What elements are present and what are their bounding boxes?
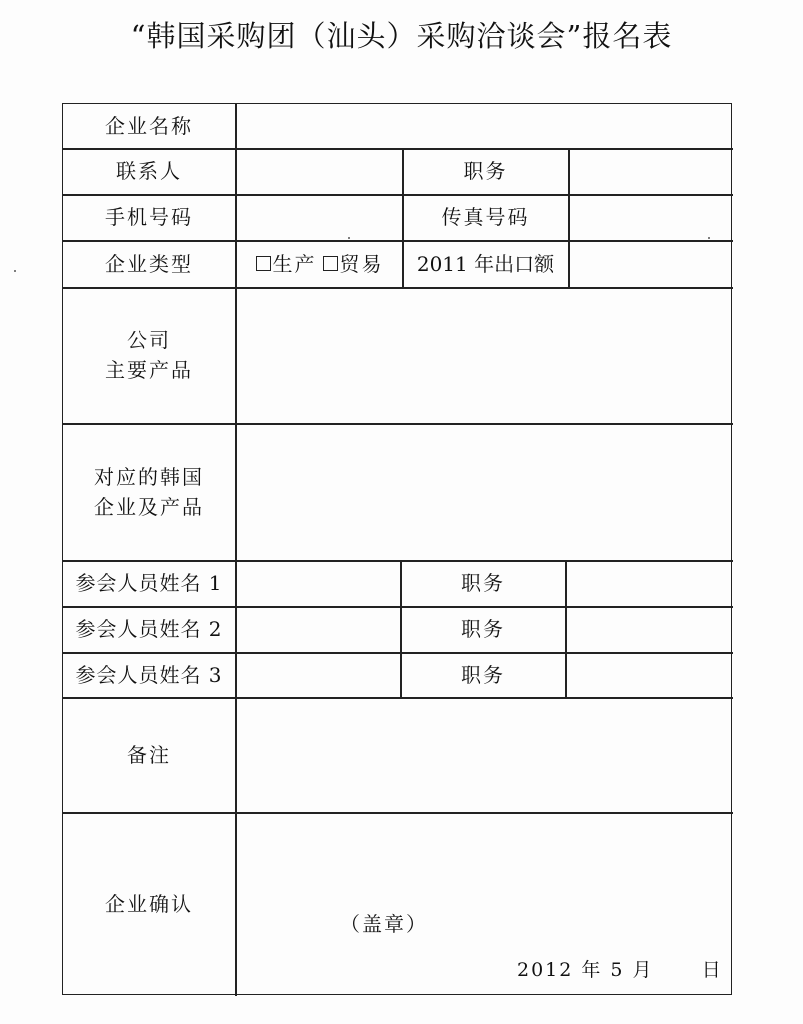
confirm-label: 企业确认: [105, 892, 193, 916]
type-trade-option[interactable]: [323, 249, 384, 279]
attendee-1-position-field[interactable]: [567, 560, 732, 606]
mobile-label: 手机号码: [105, 205, 193, 229]
main-products-label-line1: 公司: [127, 328, 171, 352]
contact-position-field[interactable]: [570, 148, 732, 194]
attendee-3-name-field[interactable]: [237, 652, 400, 697]
scan-speck: [708, 237, 710, 239]
company-name-label: 企业名称: [105, 114, 193, 138]
form-title: “韩国采购团（汕头）采购洽谈会”报名表: [130, 19, 673, 53]
company-type-label: 企业类型: [105, 251, 193, 276]
remarks-label: 备注: [127, 742, 171, 767]
attendee-3-position-label: 职务: [461, 662, 505, 687]
attendee-1-name-field[interactable]: [237, 560, 400, 606]
contact-position-label: 职务: [463, 159, 508, 183]
attendee-3-name-label: 参会人员姓名 3: [75, 662, 223, 687]
korea-match-label-line1: 对应的韩国: [94, 464, 204, 489]
contact-label: 联系人: [116, 159, 182, 183]
main-products-field[interactable]: [237, 289, 731, 423]
seal-placeholder: （盖章）: [340, 912, 428, 936]
remarks-field[interactable]: [237, 699, 731, 812]
registration-table: [62, 103, 732, 995]
scan-speck: [348, 237, 350, 239]
attendee-2-name-field[interactable]: [237, 606, 400, 652]
contact-field[interactable]: [237, 148, 402, 194]
attendee-3-position-field[interactable]: [567, 652, 732, 697]
main-products-label-line2: 主要产品: [105, 358, 193, 382]
export-field[interactable]: [570, 240, 732, 287]
korea-match-label: [63, 423, 235, 560]
fax-field[interactable]: [570, 194, 732, 240]
trade-option-label: 贸易: [339, 251, 384, 276]
production-option-label: 生产: [272, 251, 317, 276]
attendee-2-position-label: 职务: [461, 617, 505, 641]
company-type-options: [237, 240, 402, 287]
scan-speck: [14, 270, 16, 272]
production-checkbox[interactable]: [256, 256, 271, 271]
trade-checkbox[interactable]: [323, 256, 338, 271]
signing-date: 2012 年 5 月 日: [517, 959, 723, 981]
main-products-label: [63, 287, 235, 423]
mobile-field[interactable]: [237, 194, 402, 240]
korea-match-field[interactable]: [237, 425, 731, 560]
attendee-2-position-field[interactable]: [567, 606, 732, 652]
attendee-1-position-label: 职务: [461, 571, 505, 595]
attendee-1-name-label: 参会人员姓名 1: [75, 571, 223, 595]
korea-match-label-line2: 企业及产品: [94, 494, 204, 519]
type-production-option[interactable]: [256, 249, 317, 279]
fax-label: 传真号码: [441, 205, 530, 229]
export-label: 2011 年出口额: [416, 251, 555, 276]
attendee-2-name-label: 参会人员姓名 2: [75, 617, 223, 641]
company-name-field[interactable]: [237, 104, 731, 148]
